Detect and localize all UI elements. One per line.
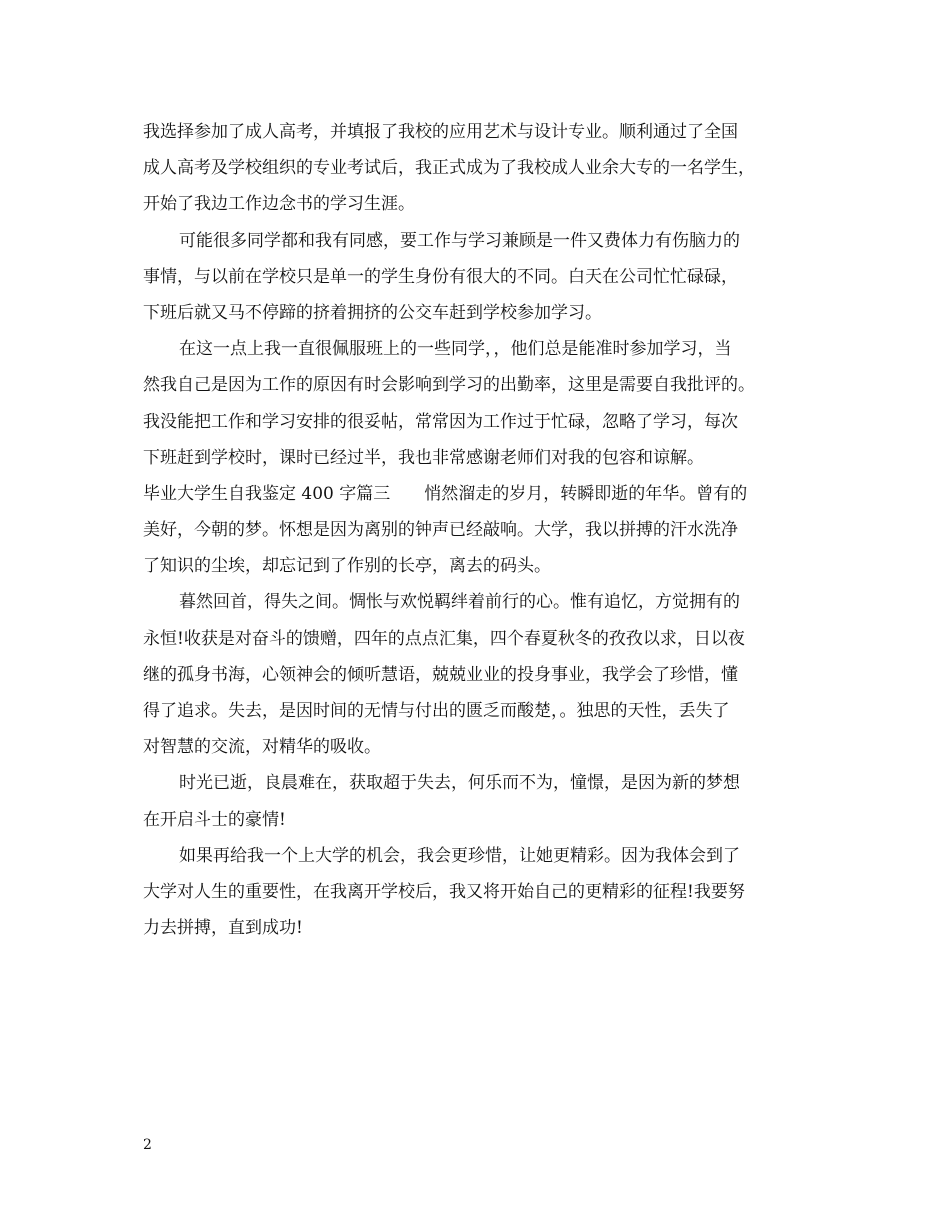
text-line: 事情，与以前在学校只是单一的学生身份有很大的不同。白天在公司忙忙碌碌， — [143, 266, 738, 287]
text-line: 了知识的尘埃，却忘记到了作别的长亭，离去的码头。 — [143, 556, 551, 577]
text-line: 我没能把工作和学习安排的很妥帖，常常因为工作过于忙碌，忽略了学习，每次 — [143, 411, 738, 432]
section-heading-line: 毕业大学生自我鉴定 400 字篇三 悄然溜走的岁月，转瞬即逝的年华。曾有的 — [143, 483, 748, 504]
text-line: 得了追求。失去，是因时间的无情与付出的匮乏而酸楚，。独思的天性，丢失了 — [143, 701, 730, 721]
text-line: 对智慧的交流，对精华的吸收。 — [143, 737, 381, 758]
paragraph-first-line: 暮然回首，得失之间。惆怅与欢悦羁绊着前行的心。惟有追忆，方觉拥有的 — [179, 592, 740, 613]
paragraph-first-line: 如果再给我一个上大学的机会，我会更珍惜，让她更精彩。因为我体会到了 — [179, 845, 740, 866]
text-line: 然我自己是因为工作的原因有时会影响到学习的出勤率，这里是需要自我批评的。 — [143, 375, 755, 396]
text-line: 开始了我边工作边念书的学习生涯。 — [143, 194, 415, 215]
text-line: 在开启斗士的豪情! — [143, 809, 286, 830]
text-line: 成人高考及学校组织的专业考试后，我正式成为了我校成人业余大专的一名学生， — [143, 158, 755, 179]
text-line: 我选择参加了成人高考，并填报了我校的应用艺术与设计专业。顺利通过了全国 — [143, 122, 738, 142]
text-line: 继的孤身书海，心领神会的倾听慧语，兢兢业业的投身事业，我学会了珍惜，懂 — [143, 664, 738, 685]
paragraph-first-line: 时光已逝，良晨难在，获取超于失去，何乐而不为，憧憬，是因为新的梦想 — [179, 773, 740, 794]
text-line: 永恒!收获是对奋斗的馈赠，四年的点点汇集，四个春夏秋冬的孜孜以求，日以夜 — [143, 628, 745, 649]
paragraph-first-line: 可能很多同学都和我有同感，要工作与学习兼顾是一件又费体力有伤脑力的 — [179, 230, 740, 251]
page-number: 2 — [143, 1137, 152, 1153]
text-line: 美好，今朝的梦。怀想是因为离别的钟声已经敲响。大学，我以拼搏的汗水洗净 — [143, 520, 738, 541]
document-body — [143, 114, 813, 946]
text-line: 下班赶到学校时，课时已经过半，我也非常感谢老师们对我的包容和谅解。 — [143, 447, 704, 468]
text-line: 力去拼搏，直到成功! — [143, 918, 303, 939]
paragraph-first-line: 在这一点上我一直很佩服班上的一些同学，，他们总是能准时参加学习，当 — [179, 339, 732, 360]
text-line: 下班后就又马不停蹄的挤着拥挤的公交车赶到学校参加学习。 — [143, 302, 602, 323]
text-line: 大学对人生的重要性，在我离开学校后，我又将开始自己的更精彩的征程!我要努 — [143, 881, 745, 902]
